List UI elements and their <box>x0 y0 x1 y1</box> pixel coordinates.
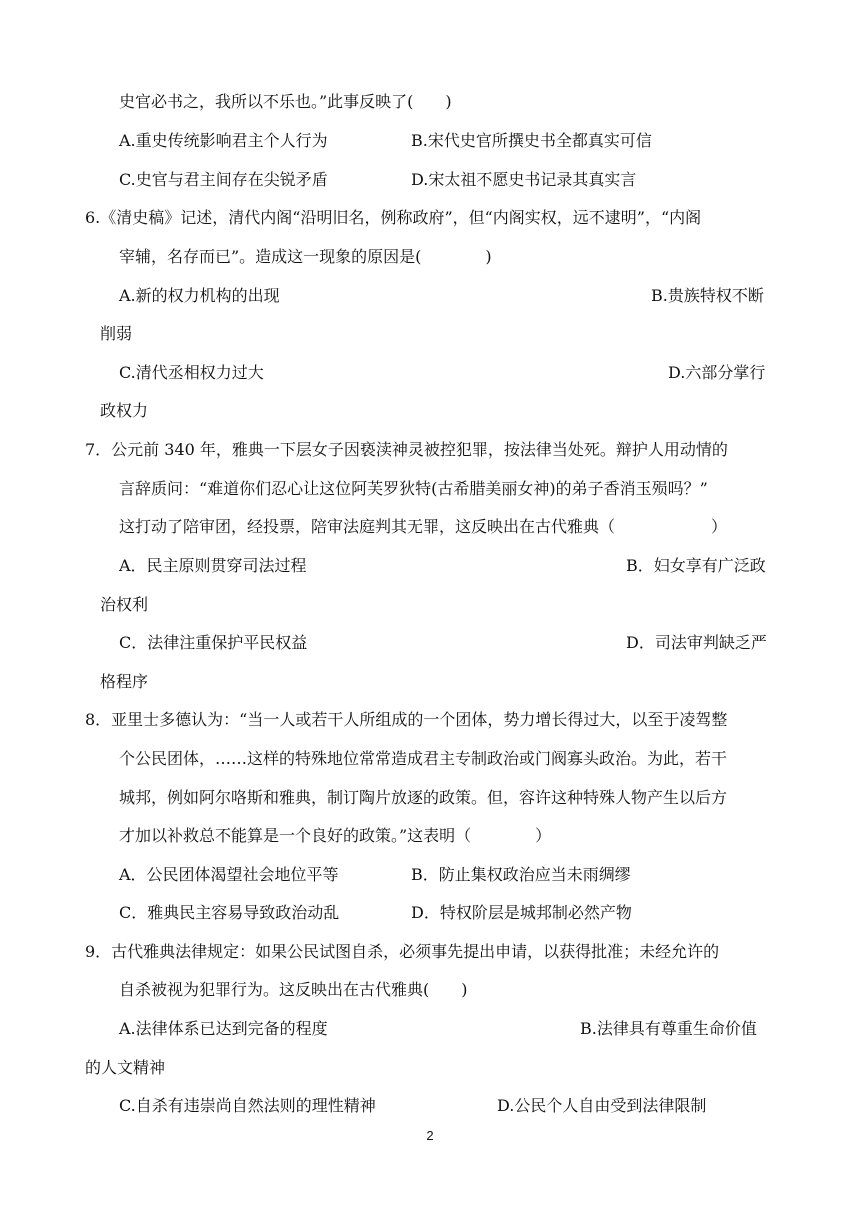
q5-option-b: B.宋代史官所撰史书全都真实可信 <box>411 131 652 150</box>
q6-stem-line: 6.《清史稿》记述，清代内阁“沿明旧名，例称政府”，但“内阁实权，远不逮明”，“内阁 <box>85 208 702 227</box>
q9-option-a: A.法律体系已达到完备的程度 <box>119 1019 328 1038</box>
q7-option-b: B．妇女享有广泛政 <box>626 556 766 575</box>
q5-stem-line: 史官必书之，我所以不乐也。”此事反映了( ) <box>119 92 452 111</box>
q8-stem-line: 个公民团体，……这样的特殊地位常常造成君主专制政治或门阀寡头政治。为此，若干 <box>119 749 728 768</box>
q5-option-a: A.重史传统影响君主个人行为 <box>119 131 328 150</box>
q9-option-c: C.自杀有违崇尚自然法则的理性精神 <box>119 1096 376 1115</box>
q7-stem-line: 这打动了陪审团，经投票，陪审法庭判其无罪，这反映出在古代雅典（ ） <box>119 517 728 536</box>
q8-option-d: D．特权阶层是城邦制必然产物 <box>411 903 632 922</box>
q7-option-b-wrap: 治权利 <box>100 595 149 614</box>
q6-option-a: A.新的权力机构的出现 <box>119 286 280 305</box>
q6-option-d-wrap: 政权力 <box>100 401 149 420</box>
q7-option-c: C．法律注重保护平民权益 <box>119 633 308 652</box>
q8-stem-line: 城邦，例如阿尔咯斯和雅典，制订陶片放逐的政策。但，容许这种特殊人物产生以后方 <box>119 788 728 807</box>
q8-option-a: A．公民团体渴望社会地位平等 <box>119 865 339 884</box>
q6-option-d: D.六部分掌行 <box>668 363 766 382</box>
q6-option-c: C.清代丞相权力过大 <box>119 363 264 382</box>
q7-stem-line: 言辞质问：“难道你们忍心让这位阿芙罗狄特(古希腊美丽女神)的弟子香消玉殒吗？” <box>119 479 708 498</box>
q6-option-b: B.贵族特权不断 <box>651 286 764 305</box>
q8-option-b: B．防止集权政治应当未雨绸缪 <box>411 865 631 884</box>
q7-option-d: D．司法审判缺乏严 <box>626 633 767 652</box>
q9-option-d: D.公民个人自由受到法律限制 <box>497 1096 707 1115</box>
q5-option-d: D.宋太祖不愿史书记录其真实言 <box>411 170 637 189</box>
q7-stem-line: 7．公元前 340 年，雅典一下层女子因亵渎神灵被控犯罪，按法律当处死。辩护人用动情的 <box>85 440 728 459</box>
q7-option-a: A．民主原则贯穿司法过程 <box>119 556 307 575</box>
page-number: 2 <box>426 1128 434 1143</box>
q6-option-b-wrap: 削弱 <box>100 324 133 343</box>
q9-option-b: B.法律具有尊重生命价值 <box>580 1019 757 1038</box>
q8-stem-line: 才加以补救总不能算是一个良好的政策。”这表明（ ） <box>119 826 552 845</box>
q8-option-c: C．雅典民主容易导致政治动乱 <box>119 903 340 922</box>
q7-option-d-wrap: 格程序 <box>100 672 149 691</box>
q6-stem-line: 宰辅，名存而已”。造成这一现象的原因是( ) <box>119 247 492 266</box>
q9-stem-line: 自杀被视为犯罪行为。这反映出在古代雅典( ) <box>119 980 468 999</box>
q8-stem-line: 8．亚里士多德认为：“当一人或若干人所组成的一个团体，势力增长得过大，以至于凌驾整 <box>85 710 728 729</box>
q9-option-b-wrap: 的人文精神 <box>85 1058 166 1077</box>
q9-stem-line: 9．古代雅典法律规定：如果公民试图自杀，必须事先提出申请，以获得批准；未经允许的 <box>85 942 720 961</box>
q5-option-c: C.史官与君主间存在尖锐矛盾 <box>119 170 328 189</box>
